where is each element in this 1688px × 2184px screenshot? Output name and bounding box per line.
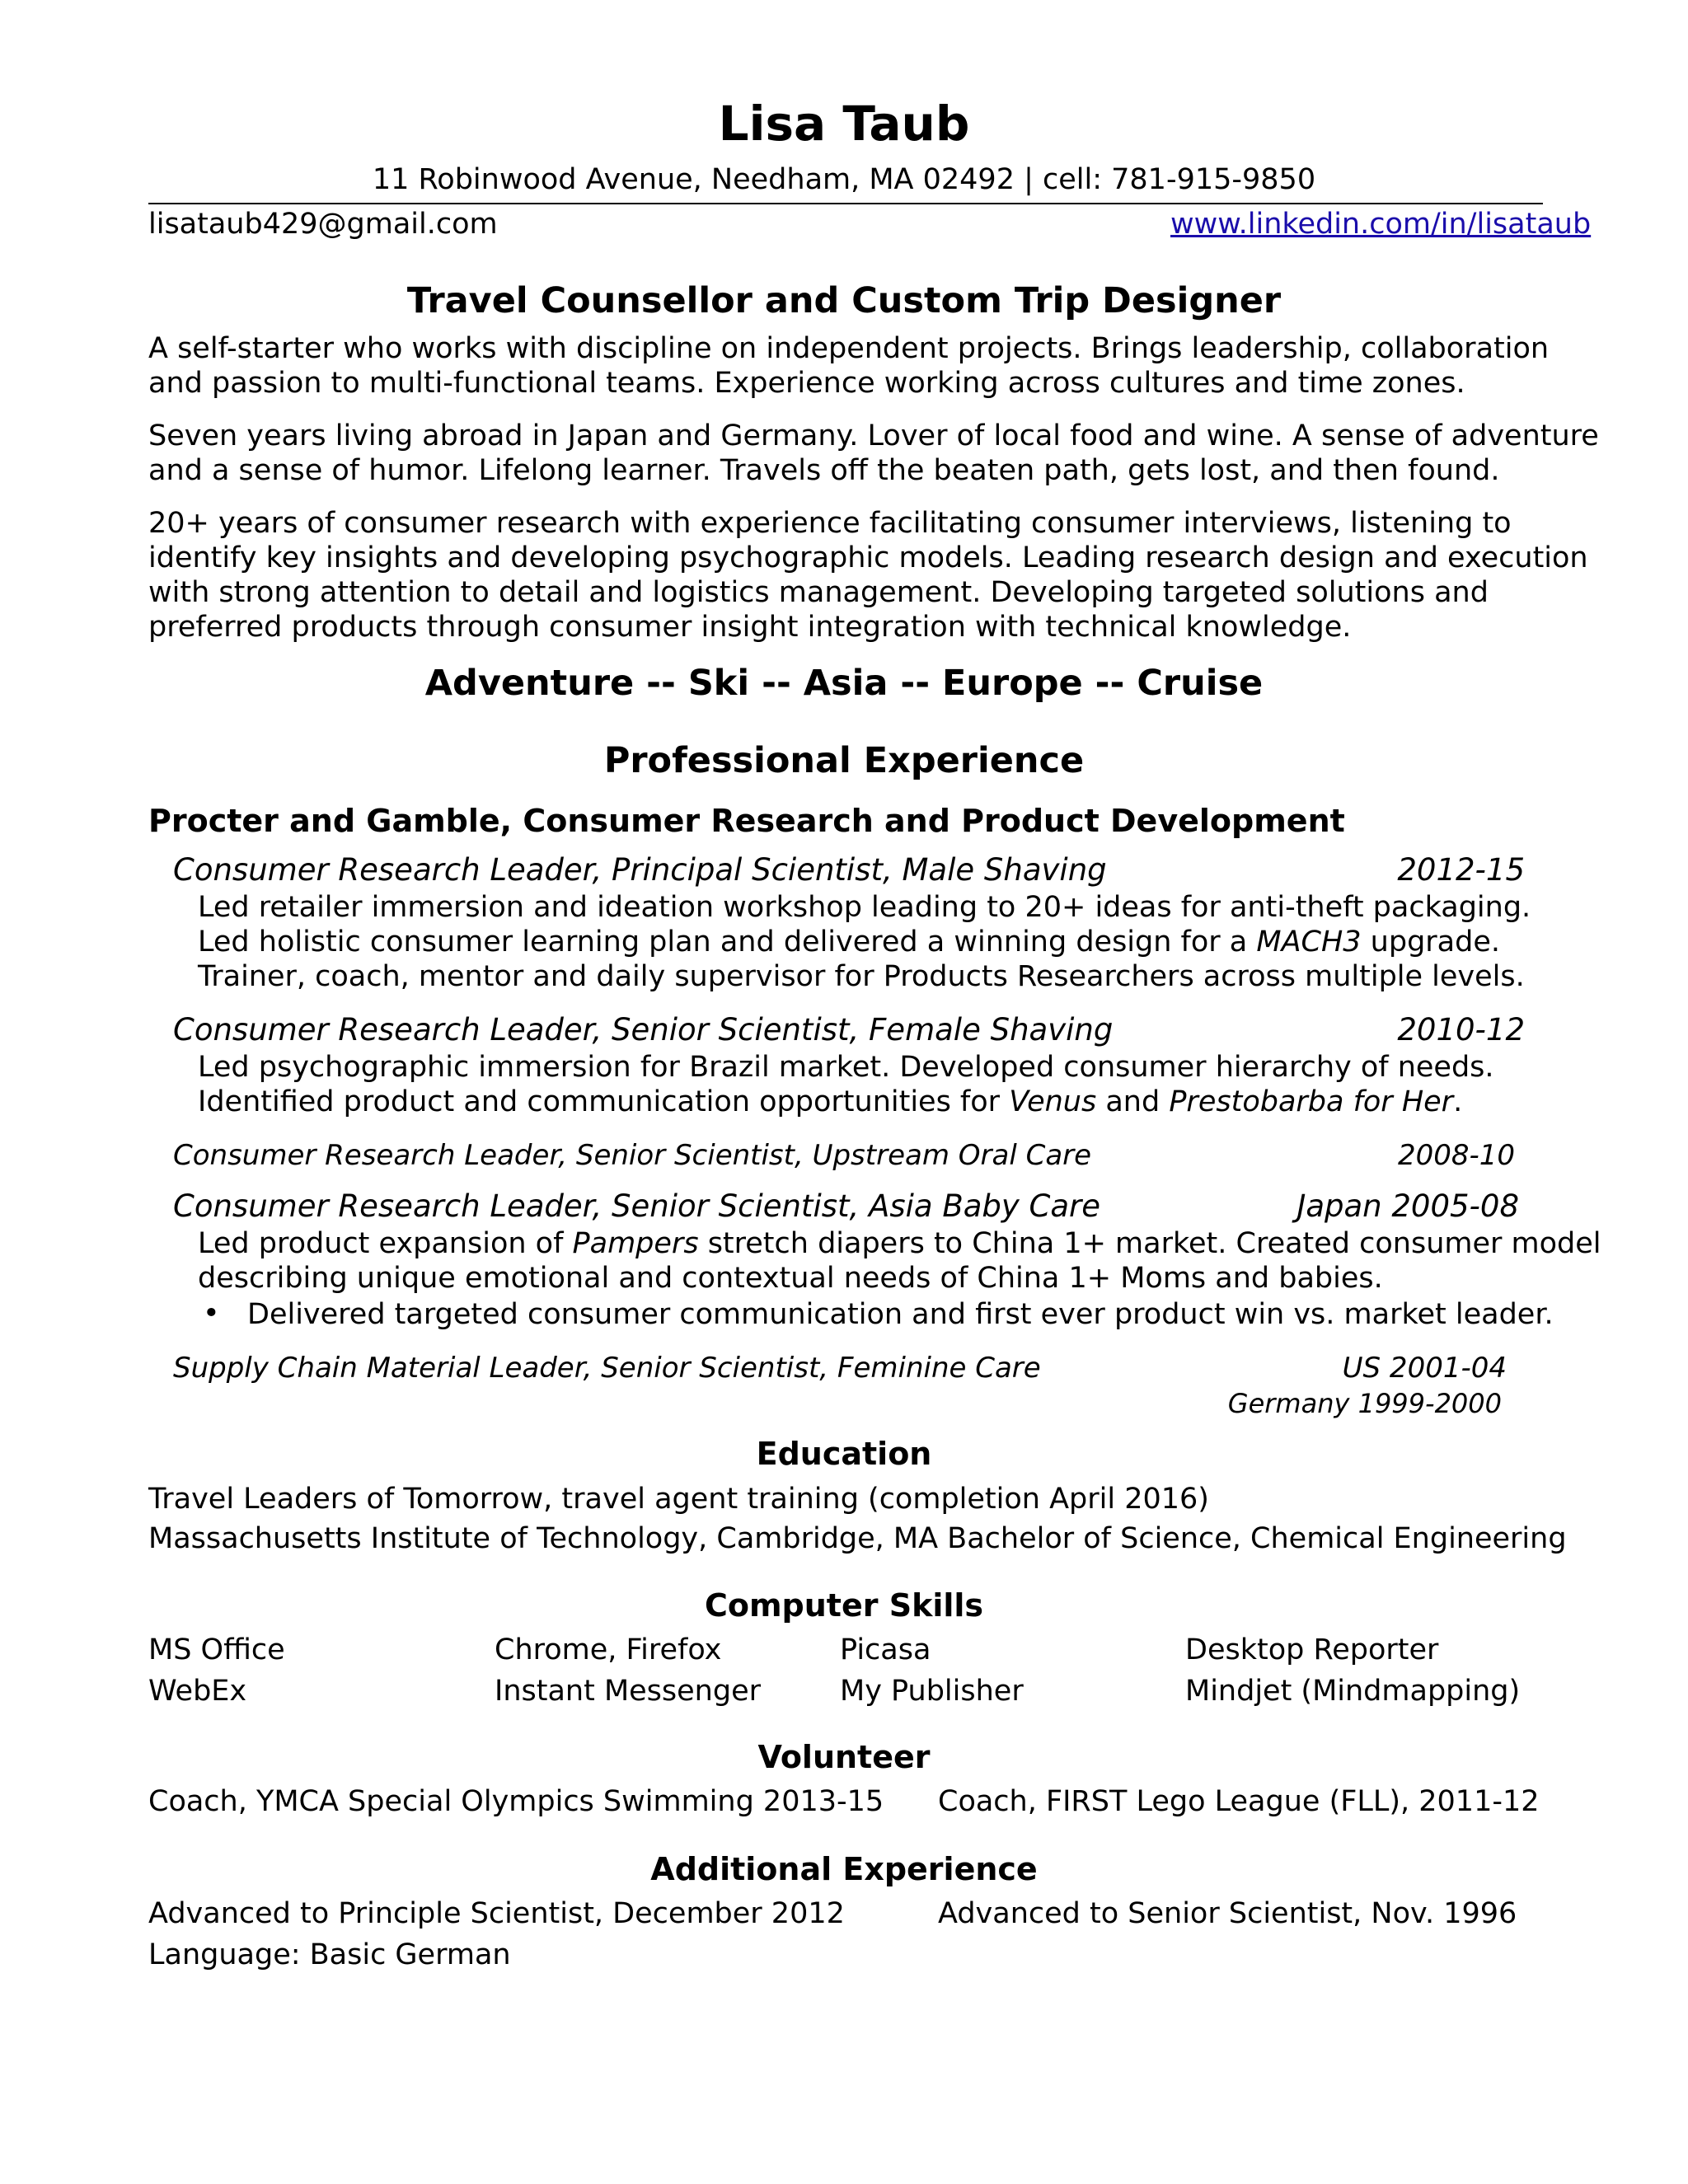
skill-item: Picasa bbox=[840, 1633, 931, 1666]
summary-line: Seven years living abroad in Japan and Germany. Lover of local food and wine. A sense of adventure bbox=[148, 419, 1599, 452]
additional-item: Advanced to Principle Scientist, December 2012 bbox=[148, 1897, 845, 1930]
skill-item: WebEx bbox=[148, 1675, 247, 1708]
summary-paragraph-2 bbox=[148, 419, 1599, 488]
summary-line: identify key insights and developing psychographic models. Leading research design and execution bbox=[148, 541, 1588, 574]
role-detail: Led product expansion of Pampers stretch diapers to China 1+ market. Created consumer model bbox=[198, 1227, 1601, 1260]
skill-item: Instant Messenger bbox=[495, 1675, 761, 1708]
volunteer-item: Coach, FIRST Lego League (FLL), 2011-12 bbox=[938, 1785, 1540, 1818]
skill-item: Chrome, Firefox bbox=[495, 1633, 722, 1666]
education-title: Education bbox=[756, 1436, 932, 1472]
role-detail: Identified product and communication opportunities for Venus and Prestobarba for Her. bbox=[198, 1085, 1463, 1118]
experience-title: Professional Experience bbox=[603, 740, 1085, 781]
role-date: 2010-12 bbox=[1397, 1012, 1525, 1047]
candidate-name: Lisa Taub bbox=[718, 96, 970, 152]
skill-item: Mindjet (Mindmapping) bbox=[1185, 1675, 1521, 1708]
role-title: Supply Chain Material Leader, Senior Scientist, Feminine Care bbox=[173, 1352, 1041, 1385]
role-title: Consumer Research Leader, Senior Scientist, Asia Baby Care bbox=[173, 1188, 1101, 1224]
summary-line: and passion to multi-functional teams. Experience working across cultures and time zones. bbox=[148, 367, 1465, 400]
skills-title: Computer Skills bbox=[704, 1587, 984, 1624]
summary-line: 20+ years of consumer research with experience facilitating consumer interviews, listening to bbox=[148, 507, 1512, 540]
role-detail: Led psychographic immersion for Brazil market. Developed consumer hierarchy of needs. bbox=[198, 1051, 1494, 1084]
summary-paragraph-1 bbox=[148, 331, 1550, 401]
role-title: Consumer Research Leader, Principal Scientist, Male Shaving bbox=[173, 852, 1107, 888]
skill-item: Desktop Reporter bbox=[1185, 1633, 1439, 1666]
role-date: 2008-10 bbox=[1397, 1139, 1515, 1172]
volunteer-item: Coach, YMCA Special Olympics Swimming 2013-15 bbox=[148, 1785, 884, 1818]
bullet-icon: • bbox=[203, 1297, 220, 1330]
objective-title: Travel Counsellor and Custom Trip Designer bbox=[406, 280, 1282, 321]
education-item: Travel Leaders of Tomorrow, travel agent training (completion April 2016) bbox=[148, 1483, 1209, 1516]
additional-title: Additional Experience bbox=[650, 1851, 1038, 1887]
role-title: Consumer Research Leader, Senior Scientist, Female Shaving bbox=[173, 1012, 1114, 1047]
role-detail: Led retailer immersion and ideation workshop leading to 20+ ideas for anti-theft packaging. bbox=[198, 891, 1531, 924]
role-date: US 2001-04 bbox=[1342, 1352, 1507, 1385]
role-detail: Led holistic consumer learning plan and delivered a winning design for a MACH3 upgrade. bbox=[198, 926, 1501, 958]
role-detail: Trainer, coach, mentor and daily supervisor for Products Researchers across multiple levels. bbox=[198, 960, 1525, 993]
role-date: Japan 2005-08 bbox=[1296, 1188, 1519, 1224]
role-bullet: Delivered targeted consumer communication and first ever product win vs. market leader. bbox=[247, 1298, 1554, 1331]
language-item: Language: Basic German bbox=[148, 1938, 511, 1971]
additional-item: Advanced to Senior Scientist, Nov. 1996 bbox=[938, 1897, 1517, 1930]
skill-item: MS Office bbox=[148, 1633, 285, 1666]
role-detail: describing unique emotional and contextual needs of China 1+ Moms and babies. bbox=[198, 1262, 1383, 1295]
summary-line: with strong attention to detail and logistics management. Developing targeted solutions and bbox=[148, 576, 1489, 609]
header-divider bbox=[148, 203, 1543, 204]
summary-line: and a sense of humor. Lifelong learner. Travels off the beaten path, gets lost, and then found. bbox=[148, 454, 1500, 487]
summary-paragraph-3 bbox=[148, 506, 1588, 644]
email-text: lisataub429@gmail.com bbox=[148, 208, 498, 241]
company-name: Procter and Gamble, Consumer Research and Product Development bbox=[148, 803, 1345, 839]
education-item: Massachusetts Institute of Technology, Cambridge, MA Bachelor of Science, Chemical Engineering bbox=[148, 1522, 1567, 1555]
volunteer-title: Volunteer bbox=[757, 1739, 931, 1775]
skill-item: My Publisher bbox=[840, 1675, 1024, 1708]
summary-line: preferred products through consumer insight integration with technical knowledge. bbox=[148, 611, 1352, 644]
summary-line: A self-starter who works with discipline on independent projects. Brings leadership, collaboration bbox=[148, 332, 1550, 365]
role-date: 2012-15 bbox=[1397, 852, 1525, 888]
contact-address: 11 Robinwood Avenue, Needham, MA 02492 | cell: 781-915-9850 bbox=[372, 163, 1316, 196]
role-title: Consumer Research Leader, Senior Scientist, Upstream Oral Care bbox=[173, 1139, 1092, 1172]
role-date: Germany 1999-2000 bbox=[1227, 1388, 1502, 1419]
specialties-heading: Adventure -- Ski -- Asia -- Europe -- Cruise bbox=[424, 663, 1264, 704]
linkedin-link[interactable]: www.linkedin.com/in/lisataub bbox=[1170, 208, 1592, 241]
